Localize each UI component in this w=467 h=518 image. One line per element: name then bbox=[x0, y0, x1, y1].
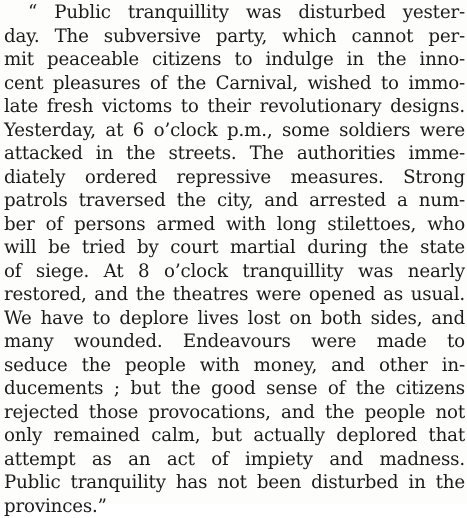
article-line: cent pleasures of the Carnival, wished to immo- bbox=[4, 72, 465, 96]
article-line: only remained calm, but actually deplored that bbox=[4, 424, 465, 448]
article-line: patrols traversed the city, and arrested a num- bbox=[4, 189, 465, 213]
article-line: attempt as an act of impiety and madness. bbox=[4, 448, 465, 472]
article-line: late fresh victoms to their revolutionary designs. bbox=[4, 95, 465, 119]
article-line: of siege. At 8 o’clock tranquillity was nearly bbox=[4, 260, 465, 284]
article-line: ber of persons armed with long stilettoes, who bbox=[4, 213, 465, 237]
article-line: restored, and the theatres were opened as usual. bbox=[4, 283, 465, 307]
article-line: day. The subversive party, which cannot per- bbox=[4, 25, 465, 49]
article-line: provinces.” bbox=[4, 495, 465, 518]
article-line: many wounded. Endeavours were made to bbox=[4, 330, 465, 354]
article-line: attacked in the streets. The authorities imme- bbox=[4, 142, 465, 166]
article-body bbox=[4, 1, 465, 518]
article-line: ducements ; but the good sense of the citizens bbox=[4, 377, 465, 401]
article-line: mit peaceable citizens to indulge in the inno- bbox=[4, 48, 465, 72]
article-line: rejected those provocations, and the people not bbox=[4, 401, 465, 425]
article-line: Public tranquility has not been disturbed in the bbox=[4, 471, 465, 495]
article-line: “ Public tranquillity was disturbed yester- bbox=[4, 1, 465, 25]
article-line: We have to deplore lives lost on both sides, and bbox=[4, 307, 465, 331]
article-line: diately ordered repressive measures. Strong bbox=[4, 166, 465, 190]
article-line: Yesterday, at 6 o’clock p.m., some soldiers were bbox=[4, 119, 465, 143]
article-line: will be tried by court martial during the state bbox=[4, 236, 465, 260]
article-line: seduce the people with money, and other in- bbox=[4, 354, 465, 378]
